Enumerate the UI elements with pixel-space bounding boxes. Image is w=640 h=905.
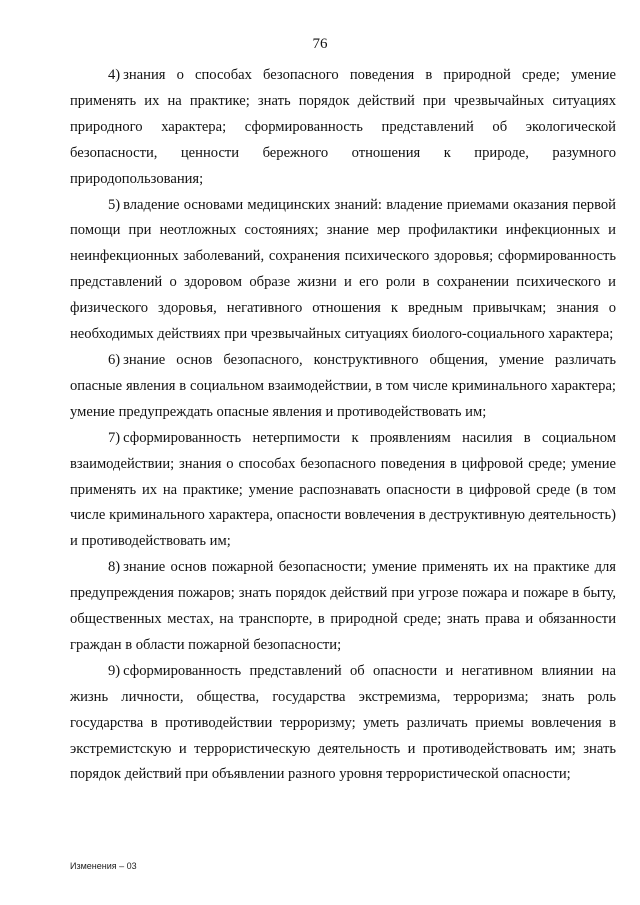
paragraph-item-9: 9) сформированность представлений об опасности и негативном влиянии на жизнь личности, общества, государства экстремизма, терроризма; знать роль государства в противодействии терроризму; уметь различать приемы вовлечения в экстремистскую и террористическую деятельность и противодействовать им; знать порядок действий при объявлении разного уровня террористической опасности; <box>70 662 616 783</box>
paragraph-item-4: 4) знания о способах безопасного поведения в природной среде; умение применять их на практике; знать порядок действий при чрезвычайных ситуациях природного характера; сформированность представлений об экологической безопасности, ценности бережного отношения к природе, разумного природопользования; <box>70 67 616 187</box>
paragraph-item-8: 8) знание основ пожарной безопасности; умение применять их на практике для предупреждения пожаров; знать порядок действий при угрозе пожара и пожаре в быту, общественных местах, на транспорте, в природной среде; знать права и обязанности граждан в области пожарной безопасности; <box>70 559 616 653</box>
paragraph-item-6: 6) знание основ безопасного, конструктивного общения, умение различать опасные явления в социальном взаимодействии, в том числе криминального характера; умение предупреждать опасные явления и противодействовать им; <box>70 351 616 420</box>
paragraph-item-5: 5) владение основами медицинских знаний: владение приемами оказания первой помощи при неотложных состояниях; знание мер профилактики инфекционных и неинфекционных заболеваний, сохранения психического здоровья; сформированность представлений о здоровом образе жизни и его роли в сохранении психического и физического здоровья, негативного отношения к вредным привычкам; знания о необходимых действиях при чрезвычайных ситуациях биолого-социального характера; <box>70 196 616 343</box>
paragraph-item-7: 7) сформированность нетерпимости к проявлениям насилия в социальном взаимодействии; знания о способах безопасного поведения в цифровой среде; умение применять их на практике; умение распознавать опасности в цифровой среде (в том числе криминального характера, опасности вовлечения в деструктивную деятельность) и противодействовать им; <box>70 429 616 550</box>
document-body <box>70 63 616 788</box>
revision-footer: Изменения – 03 <box>70 861 137 871</box>
page-number: 76 <box>312 36 328 52</box>
